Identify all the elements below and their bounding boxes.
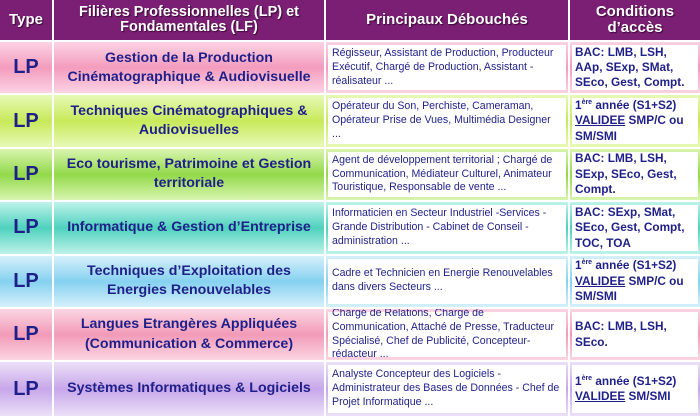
cond-ordinal: 1 (575, 258, 582, 273)
header-conditions: Conditions d’accès (570, 0, 700, 42)
row-5-filiere: Techniques d’Exploitation des Energies Renouvelables (54, 256, 326, 309)
row-4-conditions-wrap (570, 202, 700, 255)
row-4-conditions: BAC: SExp, SMat, SEco, Gest, Compt, TOC, TOA (572, 205, 698, 250)
row-1-type: LP (0, 42, 54, 95)
row-2-conditions (572, 98, 698, 143)
row-2-debouches: Opérateur du Son, Perchiste, Cameraman, Opérateur Prise de Vues, Multimédia Designer ... (328, 98, 566, 143)
row-5-type: LP (0, 256, 54, 309)
row-4-type: LP (0, 202, 54, 255)
row-5-conditions (572, 259, 698, 304)
row-3-conditions: BAC: LMB, LSH, SExp, SEco, Gest, Compt. (572, 152, 698, 197)
row-6-filiere: Langues Etrangères Appliquées (Communication & Commerce) (54, 309, 326, 362)
row-2-filiere: Techniques Cinématographiques & Audiovisuelles (54, 95, 326, 148)
row-2-debouches-wrap (326, 95, 570, 148)
row-6-debouches-wrap (326, 309, 570, 362)
row-4-filiere: Informatique & Gestion d’Entreprise (54, 202, 326, 255)
row-7-debouches-wrap (326, 362, 570, 415)
row-3-debouches: Agent de développement territorial ; Chargé de Communication, Médiateur Culturel, Animateur Touristique, Responsable de vente ... (328, 152, 566, 197)
cond-ordinal-suffix: ère (581, 374, 593, 382)
row-7-debouches: Analyste Concepteur des Logiciels - Administrateur des Bases de Données - Chef de Projet Informatique ... (328, 365, 566, 412)
row-1-conditions: BAC: LMB, LSH, AAp, SExp, SMat, SEco, Gest, Compt. (572, 45, 698, 90)
row-1-debouches: Régisseur, Assistant de Production, Producteur Exécutif, Chargé de Production, Assistant -réalisateur ... (328, 45, 566, 90)
row-5-debouches-wrap (326, 256, 570, 309)
row-3-debouches-wrap (326, 149, 570, 202)
header-filieres: Filières Professionnelles (LP) et Fondamentales (LF) (54, 0, 326, 42)
cond-ordinal-suffix: ère (581, 99, 593, 107)
cond-tracks: SMP/C ou SM/SMI (575, 273, 684, 303)
row-6-type: LP (0, 309, 54, 362)
row-7-type: LP (0, 362, 54, 415)
cond-year: année (S1+S2) (592, 98, 677, 113)
row-5-conditions-wrap (570, 256, 700, 309)
cond-year: année (S1+S2) (592, 373, 677, 388)
cond-validee: VALIDEE (575, 389, 626, 404)
row-5-debouches: Cadre et Technicien en Energie Renouvelables dans divers Secteurs ... (328, 259, 566, 304)
row-2-type: LP (0, 95, 54, 148)
row-2-conditions-wrap (570, 95, 700, 148)
cond-validee: VALIDEE (575, 113, 626, 128)
row-7-filiere: Systèmes Informatiques & Logiciels (54, 362, 326, 415)
cond-tracks: SMP/C ou SM/SMI (575, 113, 684, 143)
row-4-debouches-wrap (326, 202, 570, 255)
row-3-conditions-wrap (570, 149, 700, 202)
row-1-debouches-wrap (326, 42, 570, 95)
cond-ordinal: 1 (575, 373, 582, 388)
row-6-debouches: Chargé de Relations, Chargé de Communication, Attaché de Presse, Traducteur Spécialisé, Chef de Publicité, Concepteur-rédacteur ... (328, 312, 566, 357)
row-6-conditions-wrap (570, 309, 700, 362)
cond-tracks: SM/SMI (625, 389, 671, 404)
row-1-filiere: Gestion de la Production Cinématographique & Audiovisuelle (54, 42, 326, 95)
row-4-debouches: Informaticien en Secteur Industriel -Services - Grande Distribution - Cabinet de Conseil - administration ... (328, 205, 566, 250)
row-3-type: LP (0, 149, 54, 202)
row-3-filiere: Eco tourisme, Patrimoine et Gestion territoriale (54, 149, 326, 202)
cond-ordinal: 1 (575, 98, 582, 113)
header-type: Type (0, 0, 54, 42)
cond-validee: VALIDEE (575, 273, 626, 288)
cond-year: année (S1+S2) (592, 258, 677, 273)
cond-ordinal-suffix: ère (581, 259, 593, 267)
row-7-conditions (572, 365, 698, 412)
header-debouches: Principaux Débouchés (326, 0, 570, 42)
row-1-conditions-wrap (570, 42, 700, 95)
row-7-conditions-wrap (570, 362, 700, 415)
row-6-conditions: BAC: LMB, LSH, SEco. (572, 312, 698, 357)
